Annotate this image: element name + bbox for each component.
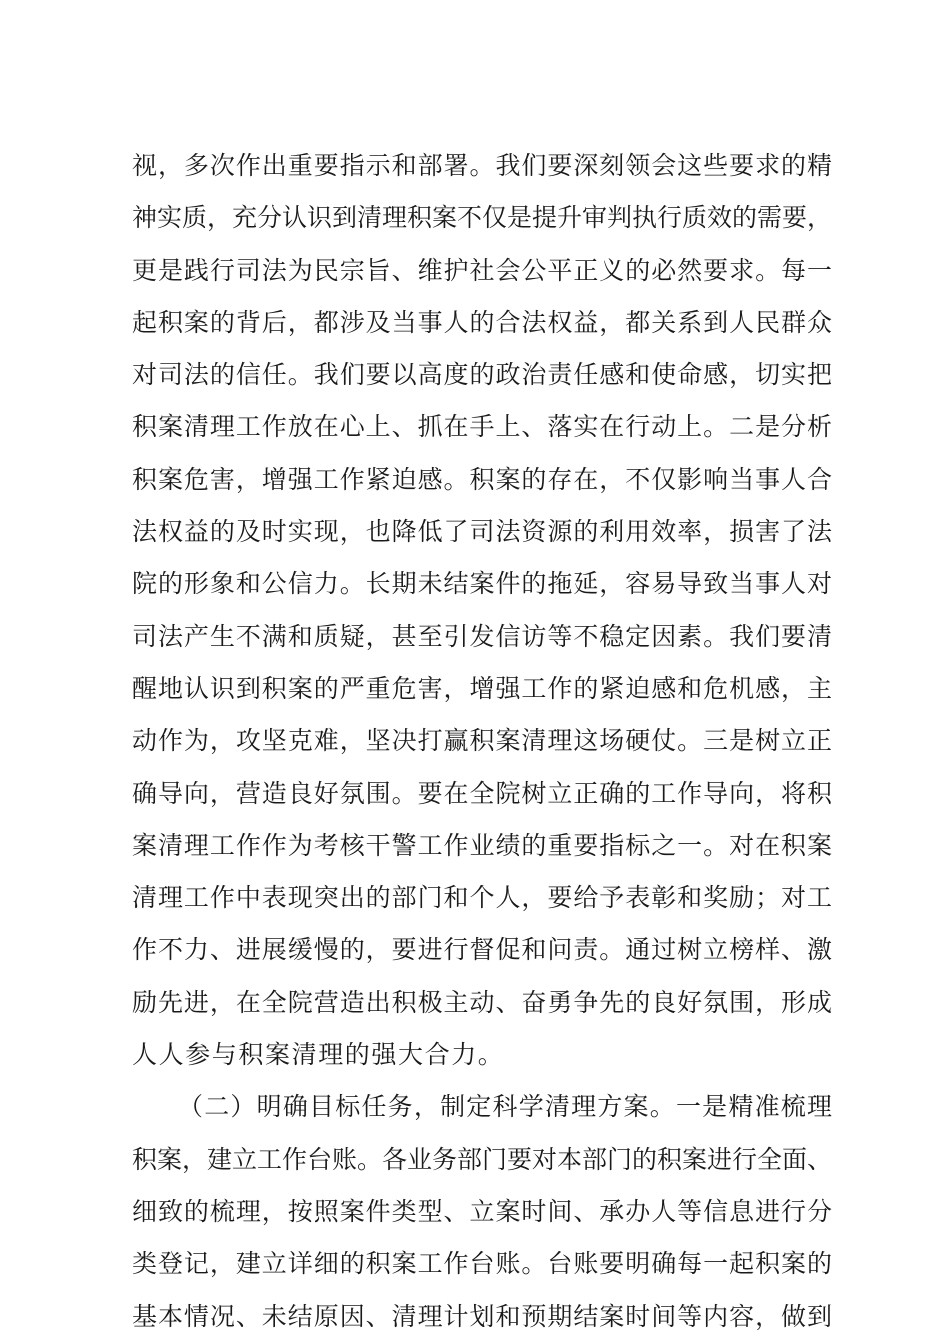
text-line-5: 对司法的信任。我们要以高度的政治责任感和使命感，切实把	[132, 360, 832, 390]
text-line-4: 起积案的背后，都涉及当事人的合法权益，都关系到人民群众	[132, 307, 832, 337]
text-line-8: 法权益的及时实现，也降低了司法资源的利用效率，损害了法	[132, 517, 832, 547]
text-line-10: 司法产生不满和质疑，甚至引发信访等不稳定因素。我们要清	[132, 621, 832, 651]
text-line-21: 细致的梳理，按照案件类型、立案时间、承办人等信息进行分	[132, 1196, 832, 1226]
body-text	[132, 140, 832, 1343]
text-line-7: 积案危害，增强工作紧迫感。积案的存在，不仅影响当事人合	[132, 464, 832, 494]
text-line-6: 积案清理工作放在心上、抓在手上、落实在行动上。二是分析	[132, 412, 832, 442]
text-line-3: 更是践行司法为民宗旨、维护社会公平正义的必然要求。每一	[132, 255, 832, 285]
text-line-14: 案清理工作作为考核干警工作业绩的重要指标之一。对在积案	[132, 830, 832, 860]
text-line-13: 确导向，营造良好氛围。要在全院树立正确的工作导向，将积	[132, 778, 832, 808]
text-line-22: 类登记，建立详细的积案工作台账。台账要明确每一起积案的	[132, 1249, 832, 1279]
text-line-2: 神实质，充分认识到清理积案不仅是提升审判执行质效的需要，	[132, 203, 833, 233]
text-line-23: 基本情况、未结原因、清理计划和预期结案时间等内容，做到	[132, 1301, 832, 1331]
text-line-17: 励先进，在全院营造出积极主动、奋勇争先的良好氛围，形成	[132, 987, 832, 1017]
section-heading-line: （二）明确目标任务，制定科学清理方案。一是精准梳理	[178, 1092, 832, 1122]
text-line-11: 醒地认识到积案的严重危害，增强工作的紧迫感和危机感，主	[132, 673, 832, 703]
text-line-20: 积案，建立工作台账。各业务部门要对本部门的积案进行全面、	[132, 1144, 833, 1174]
paragraph-end-line: 人人参与积案清理的强大合力。	[132, 1040, 505, 1070]
text-line-1: 视，多次作出重要指示和部署。我们要深刻领会这些要求的精	[132, 151, 832, 180]
text-line-9: 院的形象和公信力。长期未结案件的拖延，容易导致当事人对	[132, 569, 832, 599]
text-line-15: 清理工作中表现突出的部门和个人，要给予表彰和奖励；对工	[132, 883, 832, 913]
text-line-16: 作不力、进展缓慢的，要进行督促和问责。通过树立榜样、激	[132, 935, 832, 965]
text-line-12: 动作为，攻坚克难，坚决打赢积案清理这场硬仗。三是树立正	[132, 726, 832, 756]
